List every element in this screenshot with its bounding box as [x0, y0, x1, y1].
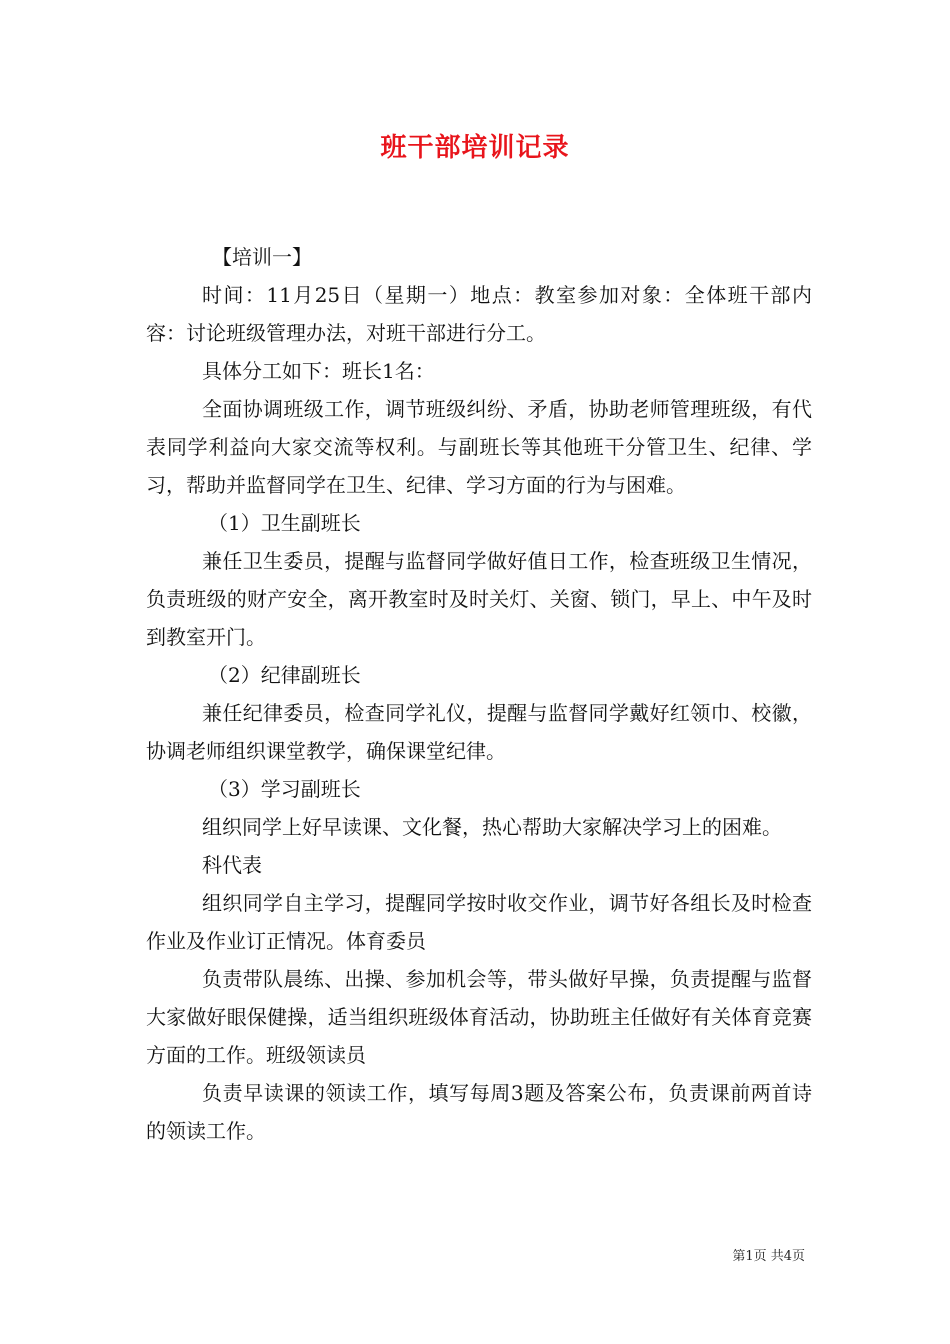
subheading-hygiene: （1）卫生副班长: [208, 511, 361, 535]
document-body: [146, 238, 812, 1150]
paragraph-subject-rep-duties: 组织同学自主学习，提醒同学按时收交作业，调节好各组长及时检查作业及作业订正情况。体育委员: [146, 891, 812, 953]
paragraph-study-duties: 组织同学上好早读课、文化餐，热心帮助大家解决学习上的困难。: [202, 815, 782, 839]
subheading-discipline: （2）纪律副班长: [208, 663, 361, 687]
paragraph-hygiene-duties: 兼任卫生委员，提醒与监督同学做好值日工作，检查班级卫生情况，负责班级的财产安全，离开教室时及时关灯、关窗、锁门，早上、中午及时到教室开门。: [146, 549, 812, 649]
paragraph-sports-duties: 负责带队晨练、出操、参加机会等，带头做好早操，负责提醒与监督大家做好眼保健操，适当组织班级体育活动，协助班主任做好有关体育竞赛方面的工作。班级领读员: [146, 967, 812, 1067]
document-title: 班干部培训记录: [380, 133, 570, 163]
paragraph-discipline-duties: 兼任纪律委员，检查同学礼仪，提醒与监督同学戴好红领巾、校徽，协调老师组织课堂教学，确保课堂纪律。: [146, 701, 812, 763]
page-number: 第1页 共4页: [732, 1249, 805, 1264]
paragraph-meeting-info: 时间：11月25日（星期一）地点：教室参加对象：全体班干部内容：讨论班级管理办法，对班干部进行分工。: [146, 283, 812, 345]
section-heading: 【培训一】: [212, 245, 312, 269]
paragraph-division-intro: 具体分工如下：班长1名：: [202, 359, 435, 383]
paragraph-monitor-duties: 全面协调班级工作，调节班级纠纷、矛盾，协助老师管理班级，有代表同学利益向大家交流等权利。与副班长等其他班干分管卫生、纪律、学习，帮助并监督同学在卫生、纪律、学习方面的行为与困难。: [146, 397, 812, 497]
subheading-subject-rep: 科代表: [202, 853, 262, 877]
subheading-study: （3）学习副班长: [208, 777, 361, 801]
paragraph-reader-duties: 负责早读课的领读工作，填写每周3题及答案公布，负责课前两首诗的领读工作。: [146, 1081, 812, 1143]
